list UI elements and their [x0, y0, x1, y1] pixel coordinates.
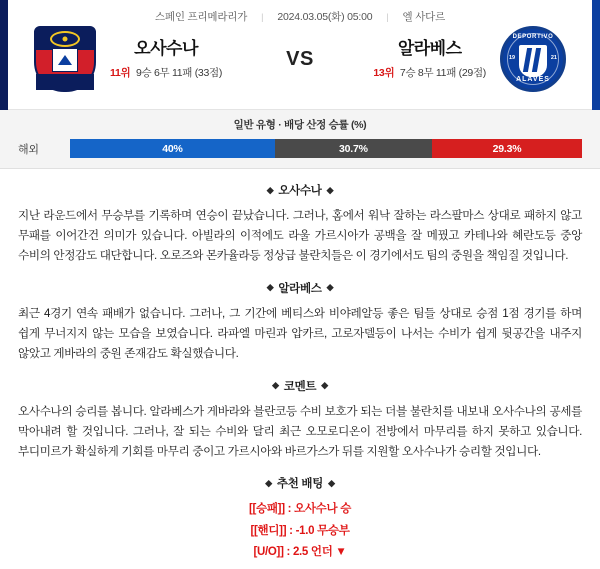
odds-row: [0, 139, 600, 158]
betting-item-tag: [[승패]]: [248, 503, 285, 516]
diamond-icon: ◆: [265, 477, 272, 488]
odds-segment-away: 29.3%: [432, 139, 582, 158]
alaves-crest-bottom-text: ALAVES: [516, 76, 550, 83]
home-team-block[interactable]: [12, 26, 270, 92]
away-team-record: 7승 8무 11패 (29점): [399, 66, 486, 79]
section-title-home: 오사수나: [278, 185, 322, 197]
home-team-record: 9승 6무 11패 (33점): [135, 66, 223, 79]
away-team-name: 알라베스: [397, 39, 462, 59]
odds-bar: [70, 139, 582, 158]
section-heading-comment: [18, 378, 582, 394]
section-title-comment: 코멘트: [283, 380, 317, 393]
section-heading-away: [18, 280, 582, 296]
diamond-icon: ◆: [326, 282, 334, 293]
vs-label: VS: [286, 47, 314, 70]
match-header: [0, 0, 600, 110]
meta-separator-1: |: [261, 11, 264, 22]
betting-item: [18, 521, 582, 542]
section-title-away: 알라베스: [278, 282, 322, 295]
betting-item-value: : 오사수나 승: [287, 503, 352, 516]
home-team-stats: [110, 65, 222, 80]
section-body-home: 지난 라운드에서 무승부를 기록하며 연승이 끝났습니다. 그러나, 홈에서 워낙 잘하는 라스팔마스 상대로 패하지 않고 무패를 이어간건 의미가 있습니다. 아빌라의 이적에도 라울 가르시아가 공백을 잘 메꿨고 카테나와 혜란도등 중앙 수비의 안정감도 대단합니다. 오로즈와 몬카율라등 정상급 불란치들은 이 경기에서도 팀의 중원을 책임질 것입니다.: [18, 209, 582, 262]
home-team-name: 오사수나: [134, 39, 198, 59]
betting-item-tag: [[핸디]]: [250, 524, 287, 537]
meta-separator-2: |: [386, 11, 389, 22]
match-datetime: 2024.03.05(화) 05:00: [277, 11, 373, 23]
home-team-rank: 11위: [110, 66, 131, 79]
alaves-crest-icon: [500, 26, 566, 92]
betting-title: 추천 배팅: [276, 478, 324, 491]
odds-row-label: 해외: [18, 143, 39, 156]
betting-item: [18, 542, 582, 563]
betting-item-value: : 2.5 언더 ▼: [286, 545, 347, 558]
away-team-rank: 13위: [373, 66, 395, 79]
diamond-icon: ◆: [272, 380, 279, 391]
section-heading-home: [18, 182, 582, 198]
section-body-comment: 오사수나의 승리를 봅니다. 알라베스가 게바라와 블란코등 수비 보호가 되는 더블 불란치를 내보내 오사수나의 공세를 막아내려 할 것입니다. 그러나, 잘 되는 수비와 달리 최근 오모로디온이 전방에서 마무리를 하지 못하고 있습니다. 부디미르가 확실하게 기회를 마무리 중이고 가르시아와 바르가스가 뒤를 지원할 오사수나가 승리할 것입니다.: [18, 404, 582, 458]
section-heading-betting: [18, 475, 582, 491]
analysis-content: [0, 169, 600, 569]
odds-segment-draw: 30.7%: [275, 139, 432, 158]
section-body-away: 최근 4경기 연속 패배가 없습니다. 그러나, 그 기간에 베티스와 비야레알등 좋은 팀들 상대로 승점 1점 경기를 하며 쉽게 무너지지 않는 모습을 보였습니다. 라파엘 마린과 압카르, 고로자델등이 나서는 수비가 쉽게 뒷공간을 내주지 않았고 게바라의 중원 존재감도 확실했습니다.: [18, 306, 582, 360]
diamond-icon: ◆: [266, 184, 274, 195]
betting-item: [18, 499, 582, 520]
match-meta: [0, 0, 600, 24]
odds-title: 일반 유형 · 배당 산정 승률 (%): [233, 119, 367, 131]
league-name: 스페인 프리메라리가: [154, 11, 248, 23]
betting-item-value: : -1.0 무승부: [289, 524, 350, 537]
betting-list: [18, 499, 582, 563]
match-stadium: 엘 사다르: [402, 11, 446, 23]
away-color-stripe: [592, 0, 600, 110]
diamond-icon: ◆: [326, 184, 334, 195]
alaves-crest-year-right: 21: [550, 55, 557, 61]
matchup: [0, 26, 600, 92]
diamond-icon: ◆: [321, 380, 328, 391]
away-team-block[interactable]: [330, 26, 588, 92]
alaves-crest-top-text: DEPORTIVO: [512, 34, 554, 40]
osasuna-crest-icon: [34, 26, 96, 92]
home-color-stripe: [0, 0, 8, 110]
odds-segment-home: 40%: [70, 139, 275, 158]
alaves-crest-year-left: 19: [509, 55, 516, 61]
diamond-icon: ◆: [328, 477, 335, 488]
betting-item-tag: [U/O]]: [253, 545, 284, 558]
away-team-stats: [373, 65, 486, 80]
odds-section: [0, 110, 600, 169]
diamond-icon: ◆: [266, 282, 274, 293]
